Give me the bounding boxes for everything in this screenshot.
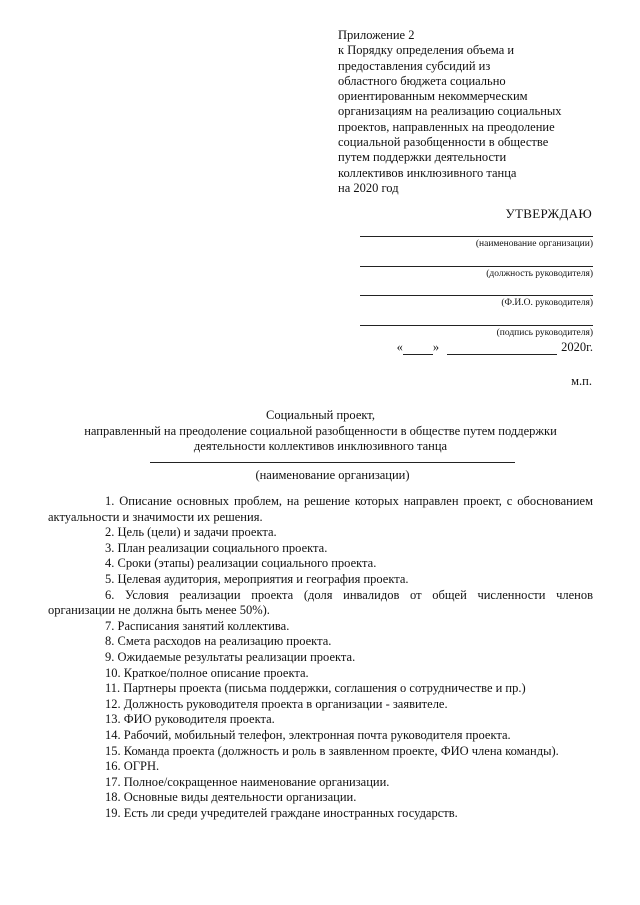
approval-date — [360, 340, 593, 355]
appendix-line: предоставления субсидий из — [338, 58, 491, 73]
list-item: 19. Есть ли среди учредителей граждане иностранных государств. — [105, 805, 458, 820]
list-item: 9. Ожидаемые результаты реализации проекта. — [105, 649, 356, 664]
stamp-place: м.п. — [571, 374, 592, 388]
list-item: 4. Сроки (этапы) реализации социального проекта. — [105, 556, 377, 571]
org-name-line — [360, 236, 593, 237]
list-item: 12. Должность руководителя проекта в организации - заявителе. — [105, 696, 448, 711]
list-item: 16. ОГРН. — [105, 759, 160, 774]
approval-title: УТВЕРЖДАЮ — [505, 206, 592, 221]
signature-line — [360, 325, 593, 326]
appendix-line: на 2020 год — [338, 180, 399, 195]
appendix-line: областного бюджета социально — [338, 73, 506, 88]
date-year: 2020г. — [561, 340, 593, 354]
appendix-line: путем поддержки деятельности — [338, 150, 507, 165]
project-org-line — [150, 462, 515, 463]
appendix-line: организациям на реализацию социальных — [338, 104, 562, 119]
project-title-line: направленный на преодоление социальной разобщенности в обществе путем поддержки — [84, 423, 557, 438]
appendix-line: к Порядку определения объема и — [338, 43, 515, 58]
appendix-line: социальной разобщенности в обществе — [338, 135, 549, 150]
appendix-line: Приложение 2 — [338, 28, 415, 42]
full-name-line — [360, 295, 593, 296]
list-item: 14. Рабочий, мобильный телефон, электронная почта руководителя проекта. — [105, 727, 511, 742]
list-item: 17. Полное/сокращенное наименование организации. — [105, 774, 390, 789]
project-title — [48, 408, 593, 455]
project-title-line: деятельности коллективов инклюзивного танца — [193, 439, 448, 453]
month-blank — [447, 342, 557, 355]
list-item: 13. ФИО руководителя проекта. — [105, 712, 275, 727]
list-item: 1. Описание основных проблем, на решение которых направлен проект, с обоснованием актуальности и значимости их решения. — [48, 494, 593, 524]
list-item: 2. Цель (цели) и задачи проекта. — [105, 525, 277, 540]
list-item: 7. Расписания занятий коллектива. — [105, 618, 290, 633]
list-item: 8. Смета расходов на реализацию проекта. — [105, 634, 332, 649]
day-blank — [403, 342, 433, 355]
position-caption: (должность руководителя) — [486, 269, 593, 279]
full-name-caption: (Ф.И.О. руководителя) — [501, 298, 593, 308]
list-item: 3. План реализации социального проекта. — [105, 540, 328, 555]
list-item: 11. Партнеры проекта (письма поддержки, соглашения о сотрудничестве и пр.) — [105, 681, 526, 696]
project-org-caption: (наименование организации) — [255, 468, 410, 482]
position-line — [360, 266, 593, 267]
list-item: 5. Целевая аудитория, мероприятия и география проекта. — [105, 571, 409, 586]
requirements-list — [48, 494, 593, 821]
list-item: 18. Основные виды деятельности организации. — [105, 790, 357, 805]
list-item: 15. Команда проекта (должность и роль в заявленном проекте, ФИО члена команды). — [105, 743, 559, 758]
appendix-line: проектов, направленных на преодоление — [338, 119, 555, 134]
project-title-line: Социальный проект, — [266, 408, 375, 422]
org-name-caption: (наименование организации) — [475, 239, 593, 249]
signature-caption: (подпись руководителя) — [496, 328, 593, 338]
appendix-line: коллективов инклюзивного танца — [338, 165, 517, 180]
list-item: 10. Краткое/полное описание проекта. — [105, 665, 309, 680]
date-open-quote: « — [396, 340, 403, 354]
date-close-quote: » — [432, 340, 440, 354]
list-item: 6. Условия реализации проекта (доля инвалидов от общей численности членов организации не должна быть менее 50%). — [48, 587, 593, 618]
appendix-line: ориентированным некоммерческим — [338, 89, 528, 104]
appendix-header — [338, 28, 588, 196]
